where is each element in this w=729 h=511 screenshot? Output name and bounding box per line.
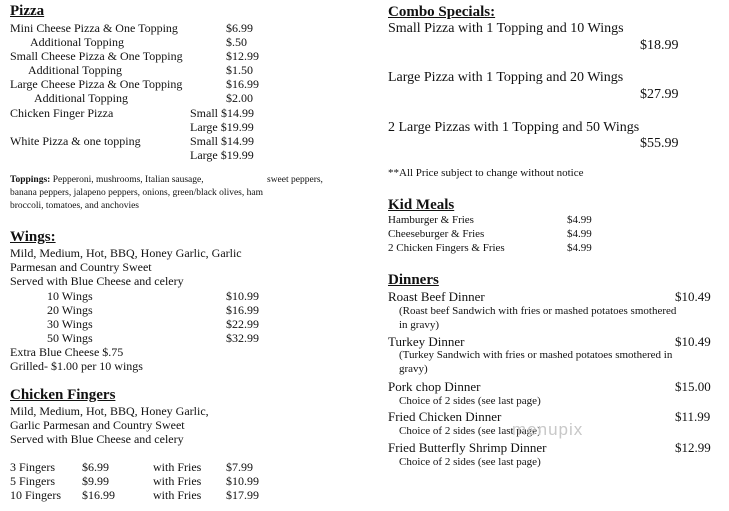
wings-desc: Mild, Medium, Hot, BBQ, Honey Garlic, Garlic — [10, 246, 242, 260]
combo-heading: Combo Specials: — [388, 4, 496, 20]
pizza-item-small-price: Small $14.99 — [190, 106, 255, 120]
kid-meal-price: $4.99 — [567, 214, 592, 226]
wings-item-name: 30 Wings — [47, 317, 93, 331]
pizza-item-name: Additional Topping — [28, 63, 122, 77]
wings-item-price: $32.99 — [226, 331, 259, 345]
pizza-item-name: Small Cheese Pizza & One Topping — [10, 49, 183, 63]
dinner-desc: in gravy) — [399, 319, 440, 331]
pizza-item-name: Mini Cheese Pizza & One Topping — [10, 21, 178, 35]
fingers-fries-price: $7.99 — [226, 460, 253, 474]
dinner-name: Roast Beef Dinner — [388, 289, 485, 304]
wings-desc: Parmesan and Country Sweet — [10, 260, 152, 274]
fingers-fries-label: with Fries — [153, 474, 202, 488]
pizza-item-name: White Pizza & one topping — [10, 134, 141, 148]
wings-item-name: 20 Wings — [47, 303, 93, 317]
dinner-price: $10.49 — [675, 289, 711, 304]
kid-meals-heading: Kid Meals — [388, 197, 455, 213]
fingers-item-price: $6.99 — [82, 460, 109, 474]
fingers-item-name: 10 Fingers — [10, 488, 61, 502]
combo-item-price: $55.99 — [640, 136, 679, 151]
combo-item-name: 2 Large Pizzas with 1 Topping and 50 Wings — [388, 120, 640, 135]
wings-extra: Extra Blue Cheese $.75 — [10, 345, 124, 359]
fingers-fries-price: $17.99 — [226, 488, 259, 502]
kid-meal-price: $4.99 — [567, 242, 592, 254]
dinner-desc: Choice of 2 sides (see last page) — [399, 395, 541, 407]
dinner-price: $10.49 — [675, 334, 711, 349]
price-change-note: **All Price subject to change without notice — [388, 167, 584, 179]
fingers-desc: Served with Blue Cheese and celery — [10, 432, 184, 446]
dinner-name: Fried Butterfly Shrimp Dinner — [388, 440, 547, 455]
fingers-fries-price: $10.99 — [226, 474, 259, 488]
pizza-item-name: Large Cheese Pizza & One Topping — [10, 77, 183, 91]
fingers-desc: Garlic Parmesan and Country Sweet — [10, 418, 185, 432]
pizza-item-price: $2.00 — [226, 91, 253, 105]
wings-item-name: 50 Wings — [47, 331, 93, 345]
combo-item-name: Large Pizza with 1 Topping and 20 Wings — [388, 70, 624, 85]
toppings-label: Toppings: — [10, 175, 51, 185]
dinner-price: $15.00 — [675, 379, 711, 394]
pizza-item-name: Additional Topping — [30, 35, 124, 49]
kid-meal-price: $4.99 — [567, 228, 592, 240]
wings-item-price: $16.99 — [226, 303, 259, 317]
fingers-item-price: $16.99 — [82, 488, 115, 502]
fingers-item-name: 3 Fingers — [10, 460, 55, 474]
pizza-item-large-price: Large $19.99 — [190, 120, 254, 134]
fingers-desc: Mild, Medium, Hot, BBQ, Honey Garlic, — [10, 404, 209, 418]
combo-item-price: $27.99 — [640, 87, 679, 102]
pizza-item-price: $1.50 — [226, 63, 253, 77]
wings-item-price: $22.99 — [226, 317, 259, 331]
dinner-price: $12.99 — [675, 440, 711, 455]
pizza-item-price: $12.99 — [226, 49, 259, 63]
pizza-item-small-price: Small $14.99 — [190, 134, 255, 148]
pizza-item-name: Additional Topping — [34, 91, 128, 105]
fingers-item-price: $9.99 — [82, 474, 109, 488]
pizza-item-name: Chicken Finger Pizza — [10, 106, 114, 120]
wings-heading: Wings: — [10, 229, 56, 245]
chicken-fingers-heading: Chicken Fingers — [10, 387, 116, 403]
dinner-desc: (Turkey Sandwich with fries or mashed potatoes smothered in — [399, 349, 673, 361]
combo-item-price: $18.99 — [640, 38, 679, 53]
fingers-fries-label: with Fries — [153, 460, 202, 474]
wings-item-price: $10.99 — [226, 289, 259, 303]
toppings-line — [10, 176, 204, 186]
watermark: menupix — [512, 420, 584, 439]
dinner-desc: Choice of 2 sides (see last page) — [399, 456, 541, 468]
toppings-text: sweet peppers, — [267, 175, 323, 185]
kid-meal-name: Hamburger & Fries — [388, 214, 474, 226]
pizza-item-price: $.50 — [226, 35, 247, 49]
fingers-item-name: 5 Fingers — [10, 474, 55, 488]
dinner-name: Pork chop Dinner — [388, 379, 481, 394]
wings-extra: Grilled- $1.00 per 10 wings — [10, 359, 143, 373]
dinner-desc: Choice of 2 sides (see last page) — [399, 425, 541, 437]
fingers-fries-label: with Fries — [153, 488, 202, 502]
dinner-desc: (Roast beef Sandwich with fries or mashed potatoes smothered — [399, 305, 677, 317]
toppings-text: Pepperoni, mushrooms, Italian sausage, — [52, 175, 204, 185]
pizza-item-price: $16.99 — [226, 77, 259, 91]
pizza-item-large-price: Large $19.99 — [190, 148, 254, 162]
toppings-text: broccoli, tomatoes, and anchovies — [10, 201, 140, 211]
kid-meal-name: 2 Chicken Fingers & Fries — [388, 242, 505, 254]
kid-meal-name: Cheeseburger & Fries — [388, 228, 485, 240]
dinner-name: Fried Chicken Dinner — [388, 409, 502, 424]
dinners-heading: Dinners — [388, 272, 439, 288]
dinner-name: Turkey Dinner — [388, 334, 465, 349]
dinner-price: $11.99 — [675, 409, 711, 424]
wings-desc: Served with Blue Cheese and celery — [10, 274, 184, 288]
toppings-text: banana peppers, jalapeno peppers, onions, green/black olives, ham — [10, 188, 263, 198]
pizza-item-price: $6.99 — [226, 21, 253, 35]
wings-item-name: 10 Wings — [47, 289, 93, 303]
pizza-heading: Pizza — [10, 3, 45, 19]
dinner-desc: gravy) — [399, 363, 428, 375]
combo-item-name: Small Pizza with 1 Topping and 10 Wings — [388, 21, 624, 36]
